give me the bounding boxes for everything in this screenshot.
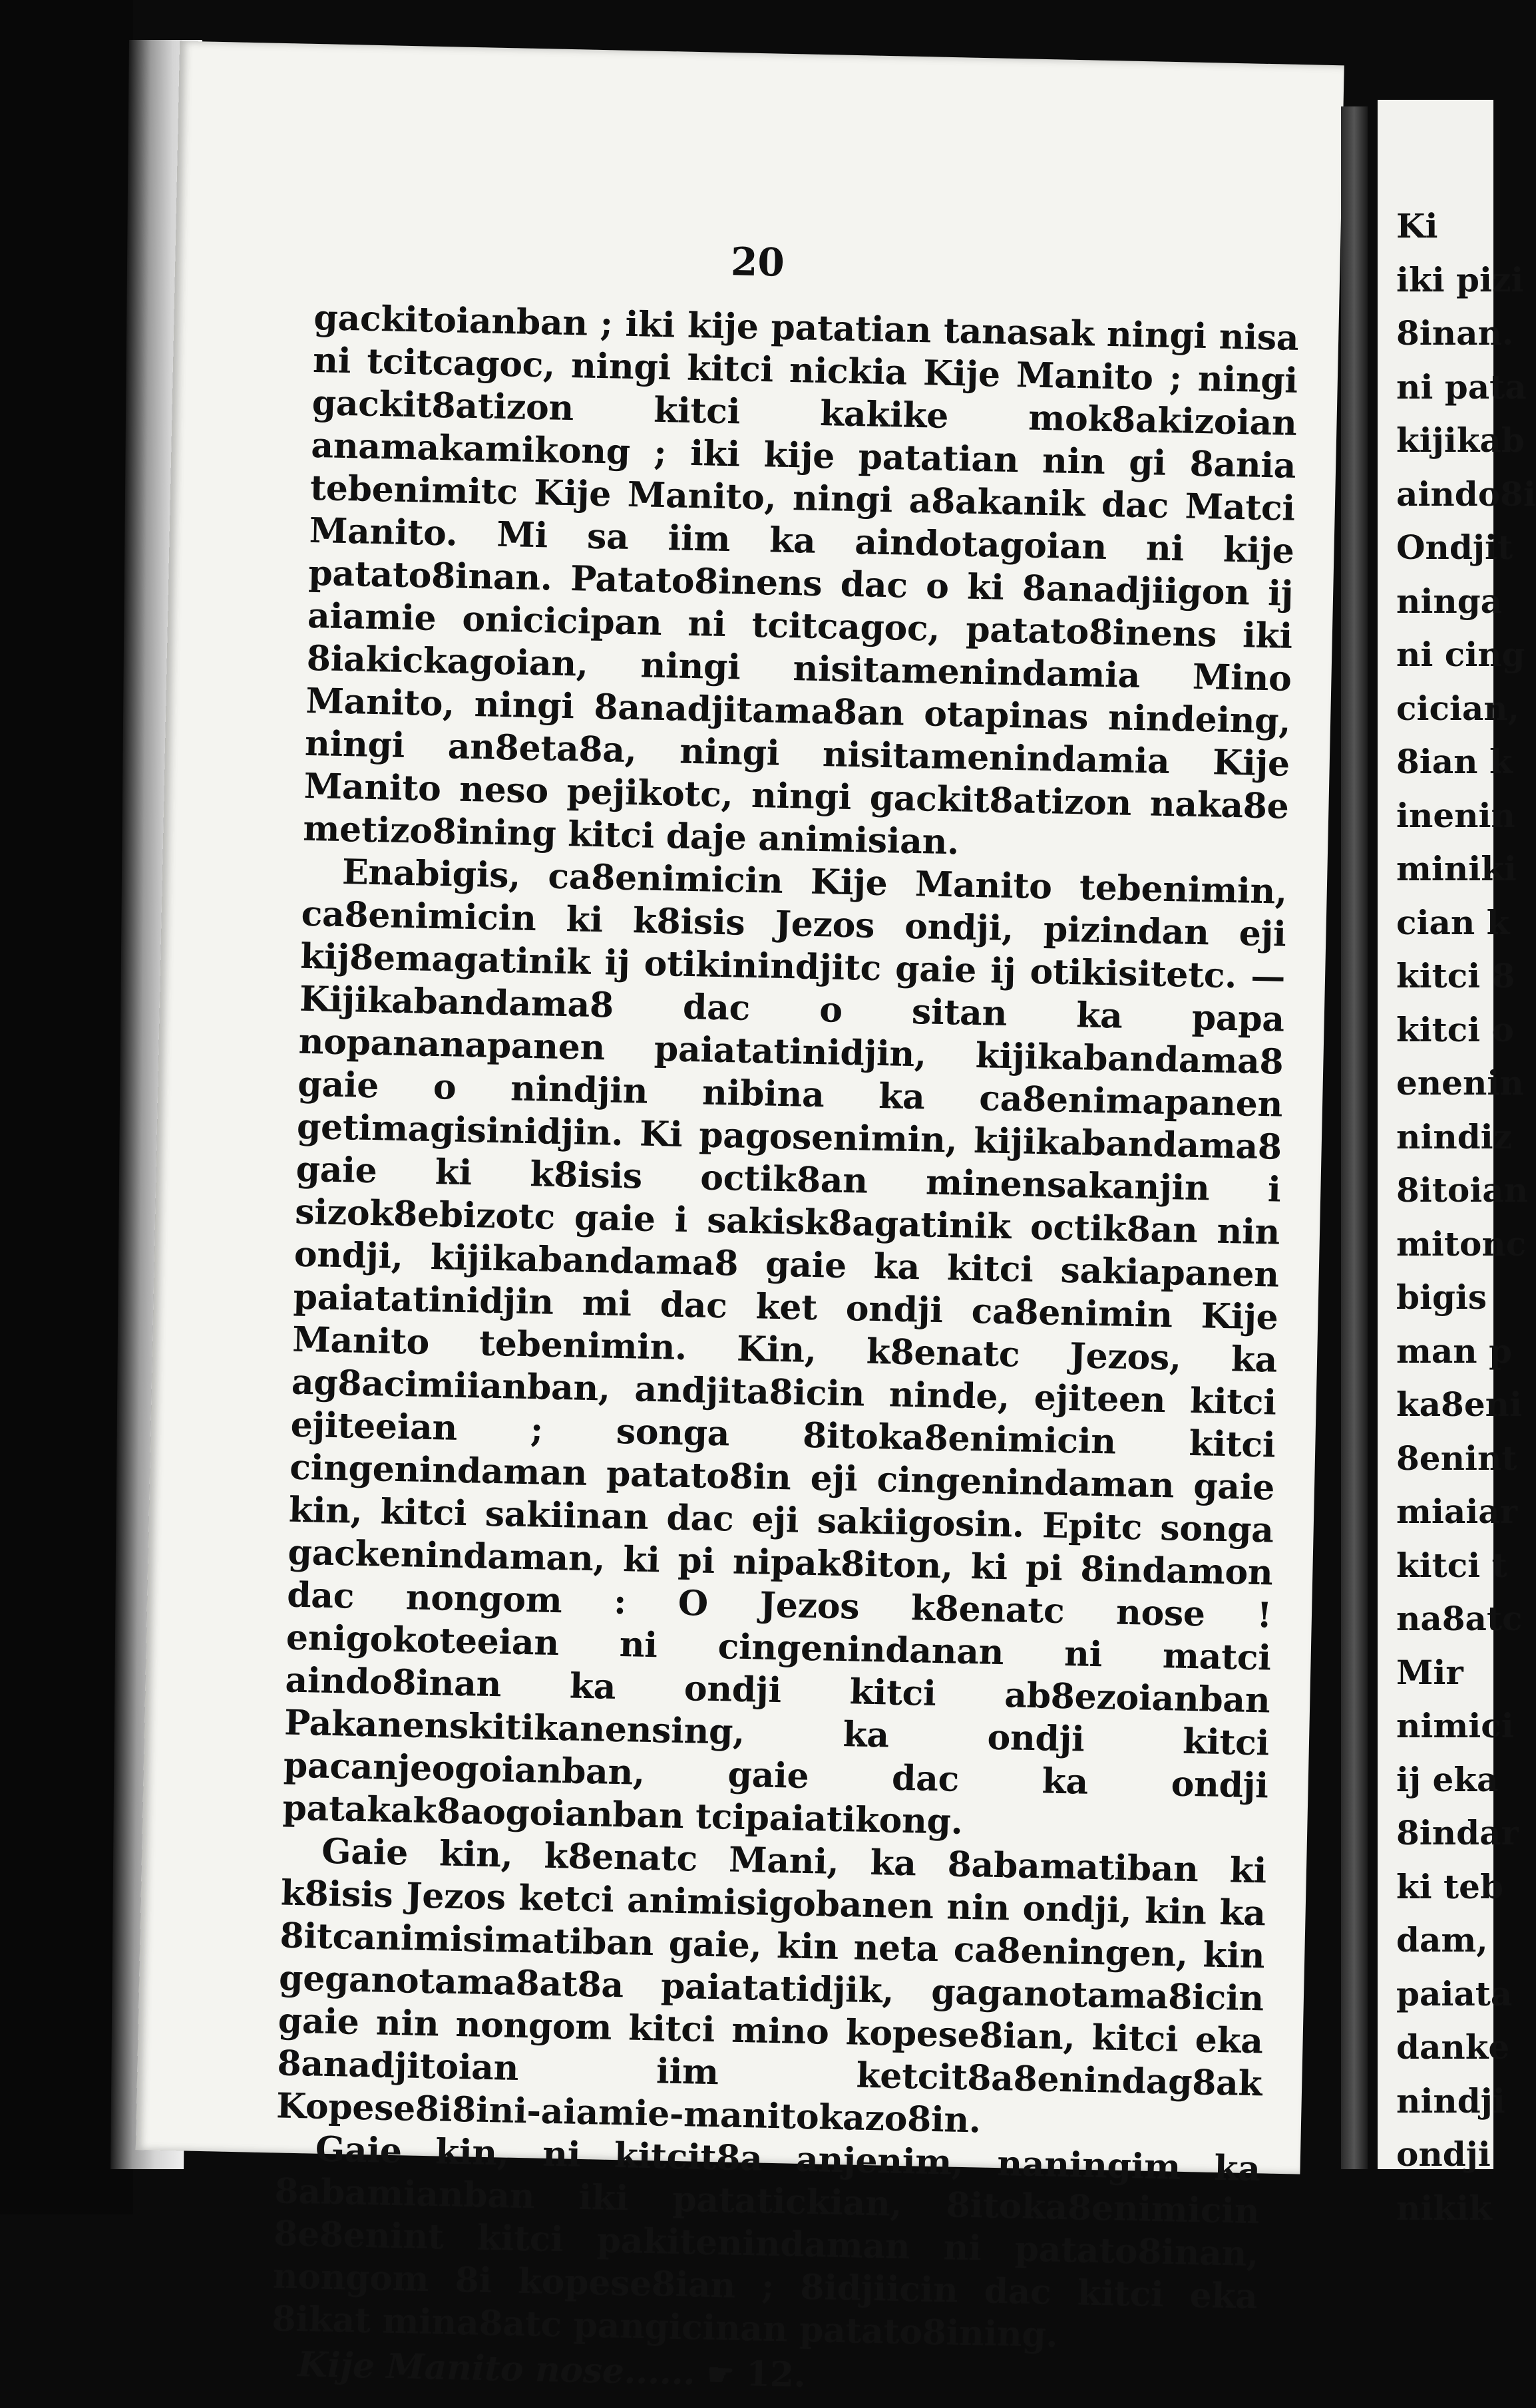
facing-page-line: Mir [1396, 1652, 1463, 1692]
facing-page-line: dam, [1396, 1920, 1488, 1960]
facing-page-line: aindo8i [1396, 474, 1536, 514]
facing-page-line: kitci o [1396, 1009, 1514, 1049]
facing-page-line: na8atc [1396, 1599, 1523, 1638]
paragraph-4: Gaie kin, ni kitcit8a anjenim, naningim ka 8abamianban iki patatickian, 8itoka8enimicin 8e8enint kitci pakitenindaman ni patato8inan, nongom 8i kopese8ian ; 8idjiicin dac kitci eka 8ikat mina8atc pangicinan patato8ining. [271, 2129, 1261, 2356]
facing-page-line: inenin [1396, 795, 1515, 835]
facing-page-line: Ondjit [1396, 528, 1513, 567]
facing-page-line: danke [1396, 2027, 1510, 2067]
facing-page-line: 8inan. [1396, 313, 1514, 353]
facing-page-line: ni pata [1396, 367, 1527, 407]
facing-page-line: man p [1396, 1331, 1513, 1371]
facing-page [1378, 100, 1536, 2228]
reference-text: Kije Manito nose...... [297, 2344, 696, 2393]
facing-page-line: cian k [1396, 902, 1510, 942]
pointing-hand-icon: ☛ [706, 2356, 735, 2393]
facing-page-line: 8itoian [1396, 1170, 1528, 1210]
facing-page-line: nimici [1396, 1706, 1514, 1745]
facing-page-line: nindiz [1396, 1117, 1513, 1156]
facing-page-line: miniki [1396, 849, 1517, 888]
facing-page-line: ki teb [1396, 1866, 1503, 1906]
reference-number: 12. [745, 2353, 807, 2396]
facing-page-line: ka8eni [1396, 1385, 1522, 1424]
facing-page-line: kitci t [1396, 1545, 1507, 1585]
page-number: 20 [730, 239, 785, 285]
facing-page-line: ni cing [1396, 635, 1525, 674]
facing-page-line: ij eka [1396, 1759, 1499, 1799]
facing-page-line: nikik [1396, 2188, 1492, 2228]
facing-page-line: kijikab [1396, 421, 1525, 460]
page-text [270, 297, 1298, 2407]
facing-page-line: kitci 8 [1396, 956, 1515, 995]
facing-page-line: miaiar [1396, 1492, 1518, 1531]
facing-page-line: nindji [1396, 2081, 1505, 2121]
facing-page-line: cician, [1396, 688, 1520, 728]
facing-page-line: ninga [1396, 581, 1503, 621]
facing-page-line: Ki [1396, 206, 1438, 246]
facing-page-line: iki pizi [1396, 259, 1524, 299]
page-edge-shadow [1341, 106, 1368, 2169]
facing-page-line: bigis [1396, 1278, 1487, 1317]
paragraph-1: gackitoianban ; iki kije patatian tanasak ningi nisa ni tcitcagoc, ningi kitci nickia Kije Manito ; ningi gackit8atizon kitci kakike mok8akizoian anamakamikong ; iki kije patatian nin gi 8ania tebenimitc Kije Manito, ningi a8akanik dac Matci Manito. Mi sa iim ka aindotagoian ni kije patato8inan. Patato8inens dac o ki 8anadjiigon ij aiamie onicicipan ni tcitcagoc, patato8inens iki 8iakickagoian, ningi nisitamenindamia Mino Manito, ningi 8anadjitama8an otapinas nindeing, ningi an8eta8a, ningi nisitamenindamia Kije Manito neso pejikotc, ningi gackit8atizon naka8e metizo8ining kitci daje animisian. [302, 297, 1299, 863]
facing-page-line: ondji [1396, 2135, 1491, 2174]
facing-page-line: 8indar [1396, 1813, 1519, 1852]
facing-page-line: 8ian k [1396, 742, 1513, 781]
paragraph-2: Enabigis, ca8enimicin Kije Manito tebenimin, ca8enimicin ki k8isis Jezos ondji, pizindan eji kij8emagatinik ij otikinindjitc gaie ij otikisitetc. — Kijikabandama8 dac o sitan ka papa nopananapanen paiatatinidjin, kijikabandama8 gaie o nindjin nibina ka ca8enimapanen getimagisinidjin. Ki pagosenimin, kijikabandama8 gaie ki k8isis octik8an minensakanjin i sizok8ebizotc gaie i sakisk8agatinik octik8an nin ondji, kijikabandama8 gaie ka kitci sakiapanen paiatatinidjin mi dac ket ondji ca8enimin Kije Manito tebenimin. Kin, k8enatc Jezos, ka ag8acimiianban, andjita8icin ninde, ejiteen kitci ejiteeian ; songa 8itoka8enimicin kitci cingenindaman patato8in eji cingenindaman gaie kin, kitci sakiinan dac eji sakiigosin. Epitc songa gackenindaman, ki pi nipak8iton, ki pi 8indamon dac nongom : O Jezos k8enatc nose ! enigokoteeian ni cingenindanan ni matci aindo8inan ka ondji kitci ab8ezoianban Pakanenskitikanensing, ka ondji kitci pacanjeogoianban, gaie dac ka ondji patakak8aogoianban tcipaiatikong. [282, 852, 1288, 1842]
facing-page-line: paiata [1396, 1974, 1513, 2013]
facing-page-line: 8enint [1396, 1438, 1517, 1478]
book-page [136, 41, 1344, 2396]
facing-page-line: enenin [1396, 1063, 1524, 1103]
paragraph-3: Gaie kin, k8enatc Mani, ka 8abamatiban ki k8isis Jezos ketci animisigobanen nin ondji, kin ka 8itcanimisimatiban gaie, kin neta ca8eningen, kin geganotama8at8a paiatatidjik, gaganotama8icin gaie nin nongom kitci mino kopese8ian, kitci eka 8anadjitoian iim ketcit8a8enindag8ak Kopese8i8ini-aiamie-manitokazo8in. [276, 1830, 1267, 2141]
facing-page-line: mitonc [1396, 1224, 1527, 1264]
